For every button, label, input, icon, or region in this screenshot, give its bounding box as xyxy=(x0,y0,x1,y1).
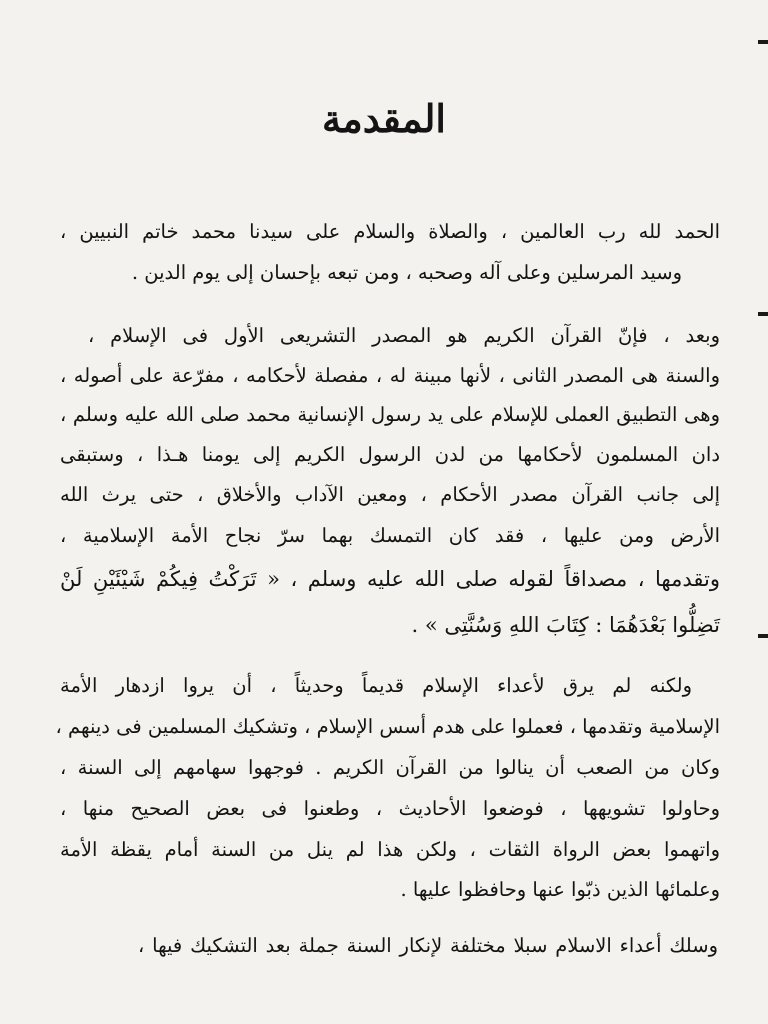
text-line: وكان من الصعب أن ينالوا من القرآن الكريم . فوجهوا سهامهم إلى السنة ، xyxy=(60,756,720,779)
text-line: الأرض ومن عليها ، فقد كان التمسك بهما سرّ نجاح الأمة الإسلامية ، xyxy=(60,524,720,547)
text-line: وحاولوا تشويهها ، فوضعوا الأحاديث ، وطعنوا فى بعض الصحيح منها ، xyxy=(60,797,720,820)
text-line: وتقدمها ، مصداقاً لقوله صلى الله عليه وسلم ، « تَرَكْتُ فِيكُمْ شَيْئَيْنِ لَنْ xyxy=(60,567,720,591)
scan-edge-mark xyxy=(758,634,768,638)
text-line: دان المسلمون لأحكامها من لدن الرسول الكريم إلى يومنا هـذا ، وستبقى xyxy=(60,443,720,466)
text-line: إلى جانب القرآن مصدر الأحكام ، ومعين الآداب والأخلاق ، حتى يرث الله xyxy=(60,483,720,506)
text-line: وسلك أعداء الاسلام سبلا مختلفة لإنكار السنة جملة بعد التشكيك فيها ، xyxy=(138,934,718,957)
page-title: المقدمة xyxy=(321,96,446,141)
text-line: وبعد ، فإنّ القرآن الكريم هو المصدر التشريعى الأول فى الإسلام ، xyxy=(88,324,720,347)
scan-edge-mark xyxy=(758,40,768,44)
scan-edge-mark xyxy=(758,312,768,316)
text-line: الإسلامية وتقدمها ، فعملوا على هدم أسس الإسلام ، وتشكيك المسلمين فى دينهم ، xyxy=(55,715,720,738)
text-line: الحمد لله رب العالمين ، والصلاة والسلام على سيدنا محمد خاتم النبيين ، xyxy=(60,220,720,243)
text-line: وهى التطبيق العملى للإسلام على يد رسول الإنسانية محمد صلى الله عليه وسلم ، xyxy=(60,403,720,426)
text-line: والسنة هى المصدر الثانى ، لأنها مبينة له ، مفصلة لأحكامه ، مفرّعة على أصوله ، xyxy=(60,364,720,387)
text-line: وسيد المرسلين وعلى آله وصحبه ، ومن تبعه بإحسان إلى يوم الدين . xyxy=(131,261,682,284)
text-line: وعلمائها الذين ذبّوا عنها وحافظوا عليها . xyxy=(400,878,720,901)
text-line: تَضِلُّوا بَعْدَهُمَا : كِتَابَ اللهِ وَسُنَّتِى » . xyxy=(411,613,720,637)
text-line: ولكنه لم يرق لأعداء الإسلام قديماً وحديثاً ، أن يروا ازدهار الأمة xyxy=(60,674,692,697)
text-line: واتهموا بعض الرواة الثقات ، ولكن هذا لم ينل من السنة أمام يقظة الأمة xyxy=(60,838,720,861)
